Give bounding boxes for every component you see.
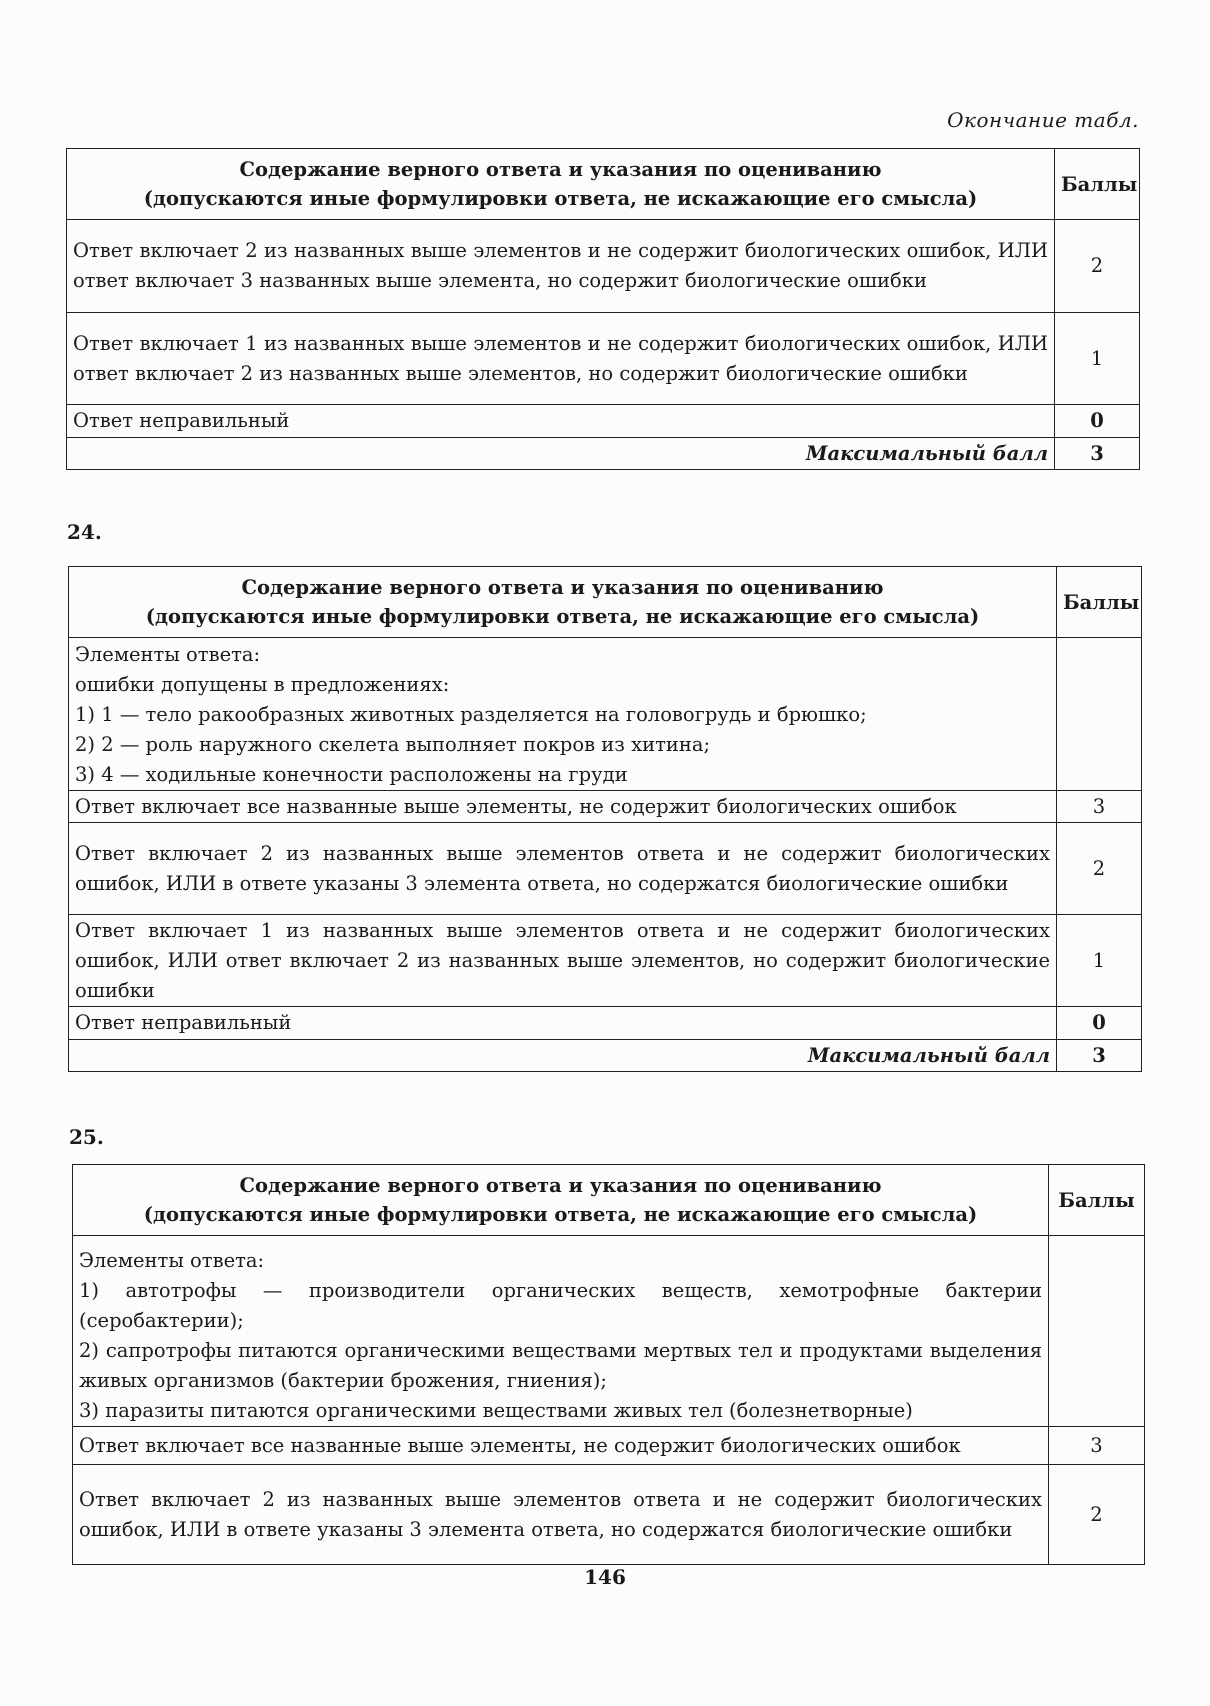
table-continuation-caption: Окончание табл. bbox=[947, 108, 1139, 132]
criteria-cell: Ответ включает 1 из названных выше элементов ответа и не содержит биологических ошибок, ИЛИ ответ включает 2 из названных выше элементов, но содержит биологические ошибки bbox=[69, 915, 1057, 1007]
empty-points-cell bbox=[1049, 1236, 1145, 1427]
max-score-row bbox=[69, 1040, 1142, 1072]
table-row bbox=[69, 823, 1142, 915]
empty-points-cell bbox=[1057, 638, 1142, 791]
list-item: 1) автотрофы — производители органических веществ, хемотрофные бактерии (серобактерии); bbox=[79, 1279, 1042, 1332]
points-cell: 0 bbox=[1055, 405, 1140, 438]
list-item: Элементы ответа: bbox=[75, 643, 261, 666]
task-number-25: 25. bbox=[69, 1125, 104, 1149]
points-cell: 1 bbox=[1055, 313, 1140, 405]
answer-elements-cell bbox=[73, 1236, 1049, 1427]
table-row bbox=[69, 1007, 1142, 1040]
list-item: 2) сапротрофы питаются органическими веществами мертвых тел и продуктами выделения живых организмов (бактерии брожения, гниения); bbox=[79, 1339, 1042, 1392]
grading-table-23 bbox=[66, 148, 1140, 470]
max-score-row bbox=[67, 438, 1140, 470]
criteria-cell: Ответ неправильный bbox=[69, 1007, 1057, 1040]
table-row bbox=[67, 405, 1140, 438]
table-row bbox=[67, 220, 1140, 313]
max-score-label: Максимальный балл bbox=[69, 1040, 1057, 1072]
content-header-cell: Содержание верного ответа и указания по оцениванию (допускаются иные формулировки ответа, не искажающие его смысла) bbox=[73, 1165, 1049, 1236]
table-header-row bbox=[69, 567, 1142, 638]
grading-table-24 bbox=[68, 566, 1142, 1072]
list-item: 3) 4 — ходильные конечности расположены на груди bbox=[75, 763, 628, 786]
points-cell: 2 bbox=[1049, 1465, 1145, 1565]
criteria-cell: Ответ включает все названные выше элементы, не содержит биологических ошибок bbox=[69, 791, 1057, 823]
task-number-24: 24. bbox=[67, 520, 102, 544]
criteria-cell: Ответ включает 2 из названных выше элементов и не содержит биологических ошибок, ИЛИ ответ включает 3 названных выше элемента, но содержит биологические ошибки bbox=[67, 220, 1055, 313]
points-cell: 1 bbox=[1057, 915, 1142, 1007]
criteria-cell: Ответ включает 2 из названных выше элементов ответа и не содержит биологических ошибок, ИЛИ в ответе указаны 3 элемента ответа, но содержатся биологические ошибки bbox=[69, 823, 1057, 915]
table-row bbox=[73, 1465, 1145, 1565]
points-cell: 3 bbox=[1049, 1427, 1145, 1465]
max-score-value: 3 bbox=[1057, 1040, 1142, 1072]
max-score-value: 3 bbox=[1055, 438, 1140, 470]
points-cell: 0 bbox=[1057, 1007, 1142, 1040]
points-cell: 2 bbox=[1055, 220, 1140, 313]
page-number: 146 bbox=[584, 1565, 626, 1589]
answer-elements-row bbox=[69, 638, 1142, 791]
max-score-label: Максимальный балл bbox=[67, 438, 1055, 470]
list-item: 1) 1 — тело ракообразных животных разделяется на головогрудь и брюшко; bbox=[75, 703, 867, 726]
grading-table-25 bbox=[72, 1164, 1145, 1565]
points-cell: 2 bbox=[1057, 823, 1142, 915]
content-header-cell: Содержание верного ответа и указания по оцениванию (допускаются иные формулировки ответа, не искажающие его смысла) bbox=[67, 149, 1055, 220]
list-item: ошибки допущены в предложениях: bbox=[75, 673, 450, 696]
points-header-cell: Баллы bbox=[1049, 1165, 1145, 1236]
answer-elements-cell bbox=[69, 638, 1057, 791]
table-header-row bbox=[73, 1165, 1145, 1236]
table-row bbox=[69, 915, 1142, 1007]
list-item: 2) 2 — роль наружного скелета выполняет покров из хитина; bbox=[75, 733, 711, 756]
list-item: 3) паразиты питаются органическими веществами живых тел (болезнетворные) bbox=[79, 1399, 913, 1422]
criteria-cell: Ответ включает 2 из названных выше элементов ответа и не содержит биологических ошибок, ИЛИ в ответе указаны 3 элемента ответа, но содержатся биологические ошибки bbox=[73, 1465, 1049, 1565]
table-row bbox=[73, 1427, 1145, 1465]
content-header-cell: Содержание верного ответа и указания по оцениванию (допускаются иные формулировки ответа, не искажающие его смысла) bbox=[69, 567, 1057, 638]
points-header-cell: Баллы bbox=[1055, 149, 1140, 220]
criteria-cell: Ответ включает все названные выше элементы, не содержит биологических ошибок bbox=[73, 1427, 1049, 1465]
points-cell: 3 bbox=[1057, 791, 1142, 823]
table-row bbox=[69, 791, 1142, 823]
table-header-row bbox=[67, 149, 1140, 220]
points-header-cell: Баллы bbox=[1057, 567, 1142, 638]
answer-elements-row bbox=[73, 1236, 1145, 1427]
criteria-cell: Ответ включает 1 из названных выше элементов и не содержит биологических ошибок, ИЛИ ответ включает 2 из названных выше элементов, но содержит биологические ошибки bbox=[67, 313, 1055, 405]
list-item: Элементы ответа: bbox=[79, 1249, 265, 1272]
table-row bbox=[67, 313, 1140, 405]
criteria-cell: Ответ неправильный bbox=[67, 405, 1055, 438]
